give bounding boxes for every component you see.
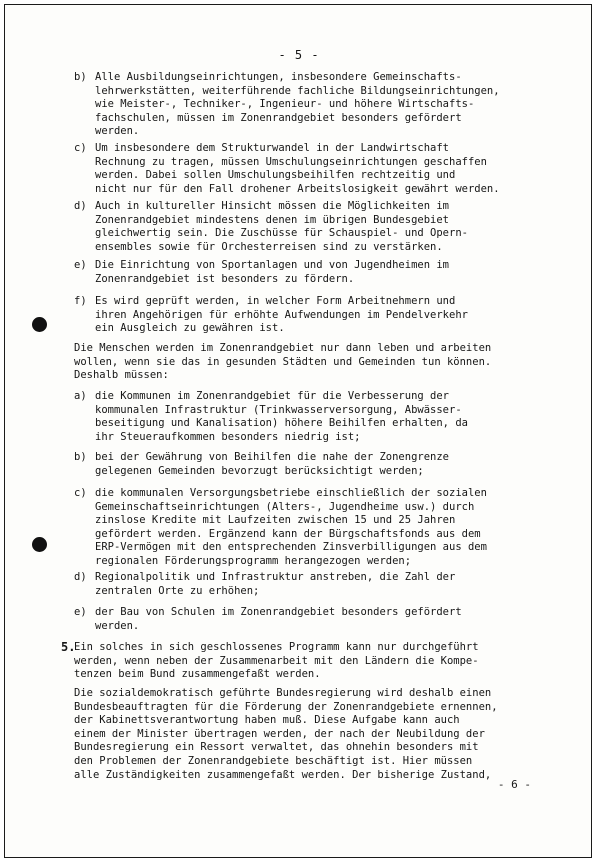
list-label: e) [74, 259, 87, 271]
text-line: zentralen Orte zu erhöhen; [95, 584, 260, 597]
punch-hole-top [32, 317, 47, 332]
list-label: f) [74, 295, 87, 307]
list-label: c) [74, 142, 87, 154]
list-label: a) [74, 390, 87, 402]
text-line: Bundesbeauftragten für die Förderung der Zonenrandgebiete ernennen, [74, 700, 498, 713]
point-5-number: 5. [61, 640, 76, 654]
text-line: Gemeinschaftseinrichtungen (Alters-, Jugendheime usw.) durch [95, 500, 475, 513]
page-number: - 5 - [278, 48, 320, 62]
text-line: Die Menschen werden im Zonenrandgebiet nur dann leben und arbeiten [74, 342, 492, 354]
text-line: beseitigung und Kanalisation) höhere Beihilfen erhalten, da [95, 417, 468, 430]
final-paragraph [74, 687, 544, 782]
list-item-b [74, 71, 535, 139]
text-line: ein Ausgleich zu gewähren ist. [95, 322, 285, 335]
text-line: werden. [95, 125, 140, 138]
list-item-e [74, 259, 535, 286]
text-line: gefördert werden. Ergänzend kann der Bürgschaftsfonds aus dem [95, 527, 481, 540]
text-line: ihren Angehörigen für erhöhte Aufwendungen im Pendelverkehr [95, 308, 468, 321]
text-line: fachschulen, müssen im Zonenrandgebiet besonders gefördert [95, 111, 462, 124]
text-line: Auch in kultureller Hinsicht mössen die Möglichkeiten im [95, 200, 450, 212]
text-line: Bundesregierung ein Ressort verwaltet, das ohnehin besonders mit [74, 741, 479, 754]
text-line: werden. Dabei sollen Umschulungsbeihilfen rechtzeitig und [95, 169, 456, 182]
intro-paragraph [74, 342, 544, 383]
text-line: Zonenrandgebiet mindestens denen im übrigen Bundesgebiet [95, 213, 450, 226]
text-line: zinslose Kredite mit Laufzeiten zwischen 15 und 25 Jahren [95, 514, 456, 527]
text-line: Um insbesondere dem Strukturwandel in der Landwirtschaft [95, 142, 450, 154]
text-line: die kommunalen Versorgungsbetriebe einschließlich der sozialen [95, 487, 487, 499]
list-item-d [74, 200, 535, 254]
text-line: Alle Ausbildungseinrichtungen, insbesondere Gemeinschafts- [95, 71, 462, 83]
list2-item-e [74, 606, 535, 633]
list2-item-b [74, 451, 535, 478]
text-line: Die Einrichtung von Sportanlagen und von Jugendheimen im [95, 259, 450, 271]
text-line: lehrwerkstätten, weiterführende fachliche Bildungseinrichtungen, [95, 84, 500, 97]
text-line: Die sozialdemokratisch geführte Bundesregierung wird deshalb einen [74, 687, 492, 699]
list2-item-a [74, 390, 535, 444]
list-label: d) [74, 571, 87, 583]
text-line: ensembles sowie für Orchesterreisen sind zu verstärken. [95, 240, 443, 253]
text-line: tenzen beim Bund zusammengefaßt werden. [74, 668, 321, 681]
document-page [4, 4, 592, 858]
list-label: d) [74, 200, 87, 212]
text-line: den Problemen der Zonenrandgebiete beschäftigt ist. Hier müssen [74, 754, 473, 767]
text-line: ERP-Vermögen mit den entsprechenden Zinsverbilligungen aus dem [95, 541, 487, 554]
text-line: ihr Steueraufkommen besonders niedrig ist; [95, 430, 361, 443]
text-line: regionalen Förderungsprogramm herangezogen werden; [95, 554, 412, 567]
list-label: c) [74, 487, 87, 499]
text-line: einem der Minister übertragen werden, der nach der Neubildung der [74, 727, 485, 740]
list2-item-d [74, 571, 535, 598]
text-line: Ein solches in sich geschlossenes Programm kann nur durchgeführt [74, 641, 479, 653]
text-line: bei der Gewährung von Beihilfen die nahe der Zonengrenze [95, 451, 450, 463]
point-5-text [74, 641, 544, 682]
text-line: Deshalb müssen: [74, 369, 169, 382]
list-label: b) [74, 71, 87, 83]
text-line: der Bau von Schulen im Zonenrandgebiet besonders gefördert [95, 606, 462, 618]
next-page-marker: - 6 - [497, 778, 531, 791]
text-line: kommunalen Infrastruktur (Trinkwasserversorgung, Abwässer- [95, 403, 462, 416]
text-line: Rechnung zu tragen, müssen Umschulungseinrichtungen geschaffen [95, 155, 487, 168]
text-line: Es wird geprüft werden, in welcher Form Arbeitnehmern und [95, 295, 456, 307]
text-line: Regionalpolitik und Infrastruktur anstreben, die Zahl der [95, 571, 456, 583]
text-line: Zonenrandgebiet ist besonders zu fördern. [95, 272, 355, 285]
text-line: werden, wenn neben der Zusammenarbeit mit den Ländern die Kompe- [74, 654, 479, 667]
text-line: wollen, wenn sie das in gesunden Städten und Gemeinden tun können. [74, 355, 492, 368]
text-line: der Kabinettsverantwortung haben muß. Diese Aufgabe kann auch [74, 714, 460, 727]
text-line: gelegenen Gemeinden bevorzugt berücksichtigt werden; [95, 464, 424, 477]
text-line: alle Zuständigkeiten zusammengefaßt werden. Der bisherige Zustand, [74, 768, 492, 781]
list2-item-c [74, 487, 535, 569]
list-item-f [74, 295, 535, 336]
text-line: wie Meister-, Techniker-, Ingenieur- und höhere Wirtschafts- [95, 98, 475, 111]
text-line: gleichwertig sein. Die Zuschüsse für Schauspiel- und Opern- [95, 227, 468, 240]
text-line: werden. [95, 619, 140, 632]
text-line: nicht nur für den Fall drohener Arbeitslosigkeit gewährt werden. [95, 182, 500, 195]
list-item-c [74, 142, 535, 196]
punch-hole-bottom [32, 537, 47, 552]
list-label: b) [74, 451, 87, 463]
text-line: die Kommunen im Zonenrandgebiet für die Verbesserung der [95, 390, 450, 402]
list-label: e) [74, 606, 87, 618]
